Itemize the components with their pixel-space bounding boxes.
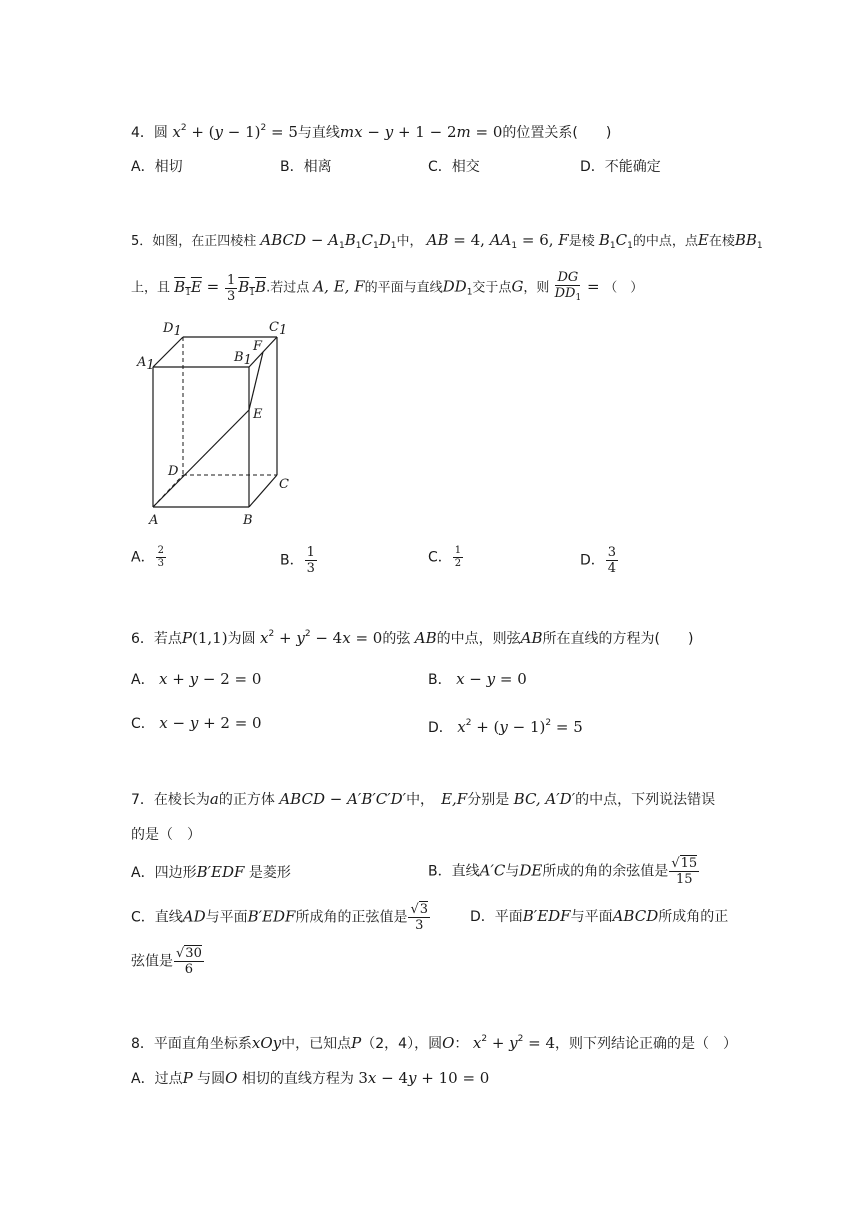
q4-option-a: A．相切 (131, 159, 183, 175)
q5-stem: 5．如图，在正四棱柱 ABCD − $A_1B_1C_1D_1$中， AB = 4, $AA_1 = 6$, F是棱 $B_1C_1$的中点，点E在棱$BB_1$ (131, 231, 763, 251)
q5-option-c: C． $\frac{1}{2}$ (428, 545, 462, 569)
label-b1: B1 (234, 350, 252, 368)
prism-figure (130, 310, 300, 530)
label-a: A (149, 513, 159, 528)
q5-option-d: D． $\frac{3}{4}$ (580, 545, 617, 576)
q6-stem: 6．若点P(1,1)为圆 $x^2 + y^2 - 4x = 0$的弦 AB的中点，则弦AB所在直线的方程为( ) (131, 629, 694, 647)
q8-stem: 8．平面直角坐标系xOy中，已知点P（2，4），圆O： $x^2 + y^2 = 4$，则下列结论正确的是（ ） (131, 1034, 738, 1052)
label-c: C (279, 477, 289, 492)
segment-ae (153, 410, 249, 507)
q7-option-b: B．直线A′C与DE所成的角的余弦值是 $\frac{√15}{15}$ (428, 856, 698, 887)
q7-option-a: A．四边形B′EDF 是菱形 (131, 863, 291, 881)
q4-option-d: D．不能确定 (580, 159, 661, 175)
label-b: B (243, 513, 253, 528)
label-c1: C1 (269, 320, 288, 338)
q7-option-d: D．平面B′EDF与平面ABCD所成角的正 (470, 907, 729, 925)
q6-option-b: B． x − y = 0 (428, 670, 527, 688)
label-d: D (168, 464, 179, 479)
q8-option-a: A．过点P 与圆O 相切的直线方程为 3x − 4y + 10 = 0 (131, 1069, 490, 1087)
q4-option-c: C．相交 (428, 159, 480, 175)
q7-stem-line2: 的是（ ） (131, 827, 201, 843)
q4-option-b: B．相离 (280, 159, 332, 175)
q7-option-c: C．直线AD与平面B′EDF所成角的正弦值是 $\frac{√3}{3}$ (131, 902, 429, 933)
edge-a1d1 (153, 337, 183, 367)
label-e: E (253, 407, 263, 422)
q7-stem: 7．在棱长为a的正方体 ABCD − A′B′C′D′中， E,F分别是 BC, A′D′的中点，下列说法错误 (131, 790, 716, 808)
q5-stem-line2: 上，且 $B_1E$ = $\frac{1}{3}$ $B_1B$.若过点 A, E, F的平面与直线$DD_1$交于点G，则 $\frac{DG}{DD_1}$ = （ ） (131, 270, 644, 304)
label-a1: A1 (137, 355, 155, 373)
q6-option-c: C． x − y + 2 = 0 (131, 714, 262, 732)
q6-option-d: D． $x^2 + (y - 1)^2 = 5$ (428, 718, 583, 736)
label-d1: D1 (163, 321, 182, 339)
q5-option-b: B． $\frac{1}{3}$ (280, 545, 315, 576)
q6-option-a: A． x + y − 2 = 0 (131, 670, 262, 688)
q4-stem: 4．圆 $x^2 + (y - 1)^2 = 5$与直线mx − y + 1 − 2m = 0的位置关系( ) (131, 123, 612, 141)
q7-option-d-line2: 弦值是 $\frac{√30}{6}$ (131, 946, 202, 977)
label-f: F (253, 339, 263, 354)
edge-bc (249, 475, 277, 507)
q5-option-a: A． $\frac{2}{3}$ (131, 545, 164, 569)
